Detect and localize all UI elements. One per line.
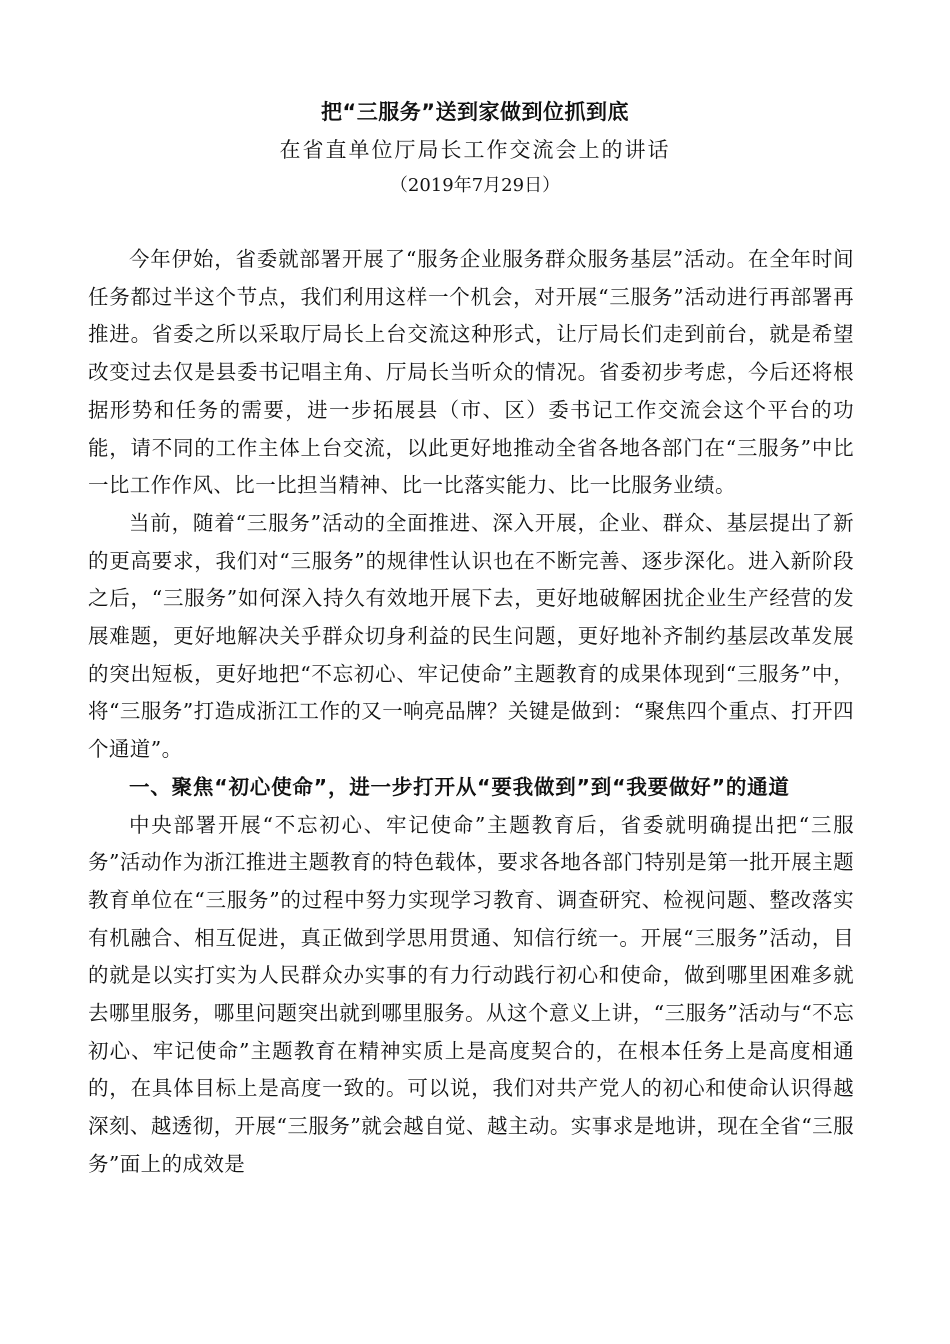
document-subtitle: 在省直单位厅局长工作交流会上的讲话 [279,138,671,162]
document-date: （2019年7月29日） [389,175,561,196]
section-heading-1: 一、聚焦“初心使命”，进一步打开从“要我做到”到“我要做好”的通道 [129,774,790,799]
paragraph-section-1: 中央部署开展“不忘初心、牢记使命”主题教育后，省委就明确提出把“三服务”活动作为浙江推进主题教育的特色载体，要求各地各部门特别是第一批开展主题教育单位在“三服务”的过程中努力实现学习教育、调查研究、检视问题、整改落实有机融合、相互促进，真正做到学思用贯通、知信行统一。开展“三服务”活动，目的就是以实打实为人民群众办实事的有力行动践行初心和使命，做到哪里困难多就去哪里服务，哪里问题突出就到哪里服务。从这个意义上讲，“三服务”活动与“不忘初心、牢记使命”主题教育在精神实质上是高度契合的，在根本任务上是高度相通的，在具体目标上是高度一致的。可以说，我们对共产党人的初心和使命认识得越深刻、越透彻，开展“三服务”就会越自觉、越主动。实事求是地讲，现在全省“三服务”面上的成效是 [88,812,854,1176]
paragraph-context: 当前，随着“三服务”活动的全面推进、深入开展，企业、群众、基层提出了新的更高要求，我们对“三服务”的规律性认识也在不断完善、逐步深化。进入新阶段之后，“三服务”如何深入持久有效地开展下去，更好地破解困扰企业生产经营的发展难题，更好地解决关乎群众切身利益的民生问题，更好地补齐制约基层改革发展的突出短板，更好地把“不忘初心、牢记使命”主题教育的成果体现到“三服务”中，将“三服务”打造成浙江工作的又一响亮品牌？关键是做到：“聚焦四个重点、打开四个通道”。 [88,510,854,762]
document-title: 把“三服务”送到家做到位抓到底 [320,100,630,124]
paragraph-intro: 今年伊始，省委就部署开展了“服务企业服务群众服务基层”活动。在全年时间任务都过半这个节点，我们利用这样一个机会，对开展“三服务”活动进行再部署再推进。省委之所以采取厅局长上台交流这种形式，让厅局长们走到前台，就是希望改变过去仅是县委书记唱主角、厅局长当听众的情况。省委初步考虑，今后还将根据形势和任务的需要，进一步拓展县（市、区）委书记工作交流会这个平台的功能，请不同的工作主体上台交流，以此更好地推动全省各地各部门在“三服务”中比一比工作作风、比一比担当精神、比一比落实能力、比一比服务业绩。 [88,247,854,498]
document-body [88,241,854,1184]
